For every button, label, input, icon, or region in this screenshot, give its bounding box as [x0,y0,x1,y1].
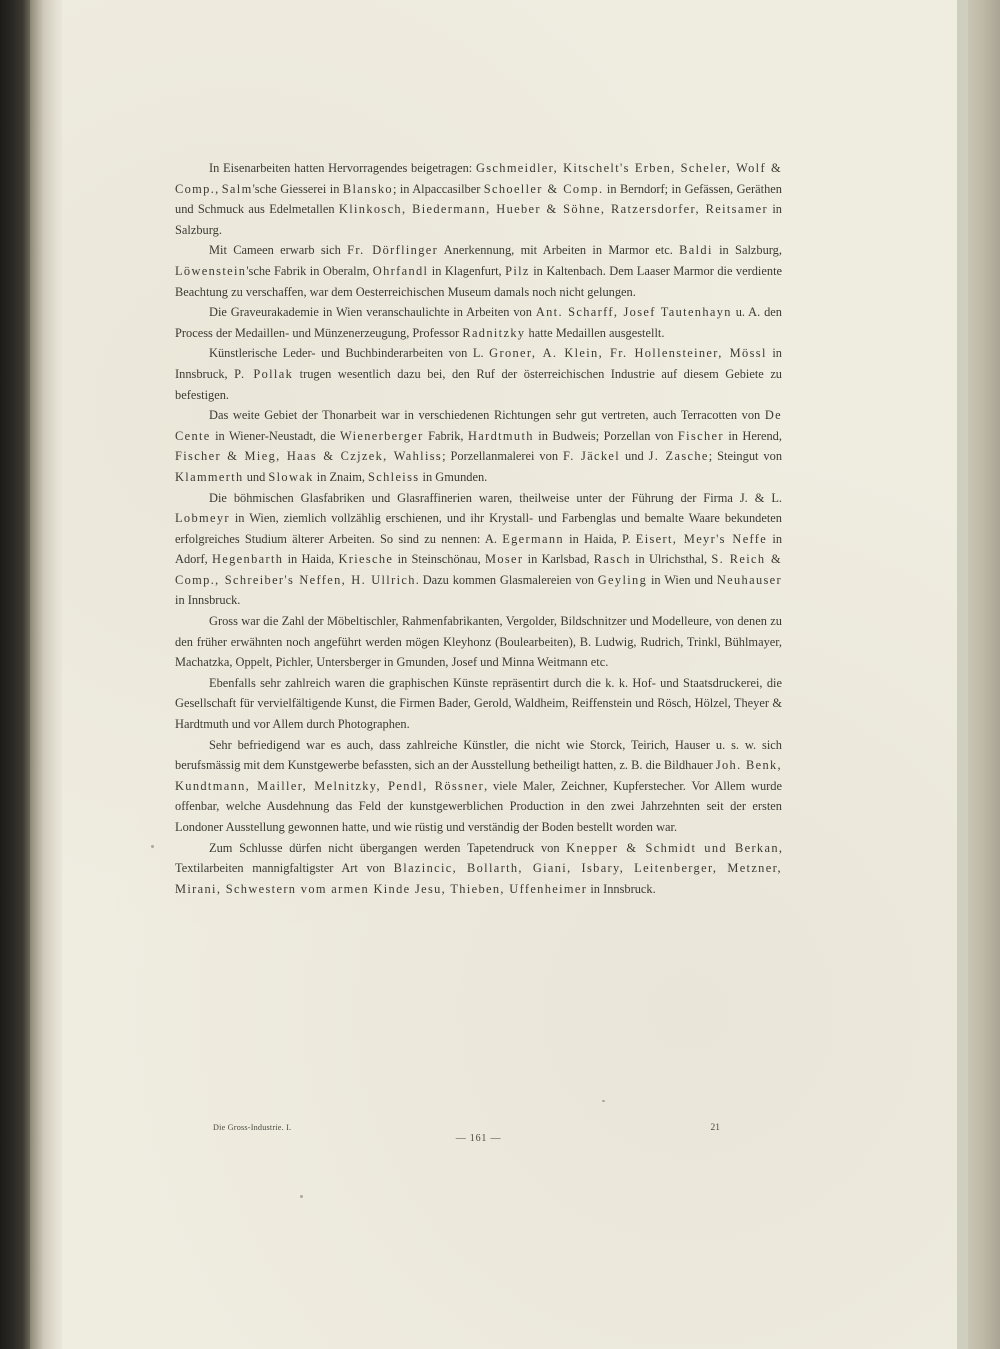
body-run: ; in Alpaccasilber [392,181,484,196]
letterspaced-name: Slowak [268,469,314,484]
body-run: Das weite Gebiet der Thonarbeit war in verschiedenen Richtungen sehr gut vertreten, auch Terracotten von [209,408,765,423]
body-run: , Textilarbeiten mannigfaltigster Art von [175,840,782,876]
body-run: , [215,181,222,196]
body-run: in Wiener-Neustadt, die [210,428,341,443]
body-run: und [243,469,269,484]
letterspaced-name: Fischer & Mieg, Haas & Czjzek, Wahliss [175,449,443,464]
body-run: in Steinschönau, [393,552,485,567]
body-run: in Znaim, [313,469,369,484]
signature-mark: 21 [710,1123,720,1133]
letterspaced-name: Geyling [597,572,648,587]
body-run: in Berndorf; in Gefässen, Geräthen und Schmuck aus Edelmetallen [175,181,782,217]
body-paragraph [175,240,782,302]
body-run: Ebenfalls sehr zahlreich waren die graphischen Künste repräsentirt durch die k. k. Hof- und Staatsdruckerei, die Gesellschaft für vervielfältigende Kunst, die Firmen Bader, Gerold, Waldheim, Reiffenstein und Rösch, Hölzel, Theyer & Hardtmuth und vor Allem durch Photographen. [175,675,782,732]
body-run: in Budweis; Porzellan von [533,428,678,443]
body-run: Anerkennung, mit Arbeiten in Marmor etc. [438,243,680,258]
letterspaced-name: J. Zasche [648,449,709,464]
letterspaced-name: Moser [484,552,524,567]
body-run: Die Graveurakademie in Wien veranschaulichte in Arbeiten von [209,305,536,320]
body-paragraph [175,611,782,673]
body-run: ; Porzellanmalerei von [442,449,563,464]
letterspaced-name: Schoeller & Comp. [483,181,604,196]
letterspaced-name: F. Jäckel [563,449,621,464]
body-run: 'sche Fabrik in Oberalm, [246,263,373,278]
body-paragraph [175,158,782,240]
letterspaced-name: Klammerth [175,469,244,484]
body-run: in Innsbruck, [175,346,782,381]
body-run: in Herend, [723,428,782,443]
body-run: in Wien und [647,572,717,587]
letterspaced-name: Radnitzky [462,325,526,340]
letterspaced-name: Joh. Benk, Kundtmann, Mailler, Melnitzky, Pendl, Rössner [175,758,782,793]
letterspaced-name: Lobmeyr [175,511,230,526]
page-body-text [175,158,782,899]
letterspaced-name: Blansko [342,181,393,196]
letterspaced-name: S. Reich & Comp., Schreiber's Neffen, H. Ullrich [175,552,783,587]
body-paragraph [175,405,782,487]
body-paragraph [175,343,782,405]
letterspaced-name: Ant. Scharff, Josef Tautenhayn [535,305,732,320]
letterspaced-name: Eisert, Meyr's Neffe [635,531,768,546]
body-run: in Klagenfurt, [428,263,506,278]
body-run: Gross war die Zahl der Möbeltischler, Rahmenfabrikanten, Vergolder, Bildschnitzer und Modelleure, von denen zu den früher erwähnten noch angeführt werden mögen Kleyhonz (Boulearbeiten), B. Ludwig, Rudrich, Trinkl, Bühlmayer, Machatzka, Oppelt, Pichler, Untersberger in Gmunden, Josef und Minna Weitmann etc. [175,614,782,670]
body-run: 'sche Giesserei in [252,181,343,196]
letterspaced-name: Hardtmuth [467,428,534,443]
body-run: Fabrik, [423,428,468,443]
body-run: Sehr befriedigend war es auch, dass zahlreiche Künstler, die nicht wie Storck, Teirich, Hauser u. s. w. sich berufsmässig mit dem Kunstgewerbe befassten, sich an der Ausstellung betheiligt hatten, z. B. die Bildhauer [175,737,782,773]
letterspaced-name: Rasch [593,552,631,567]
page-number [175,1133,782,1144]
letterspaced-name: P. Pollak [234,366,294,381]
letterspaced-name: Pilz [505,263,530,278]
body-run: in Innsbruck. [587,881,656,896]
body-paragraph [175,302,782,343]
body-run: in Adorf, [175,531,783,567]
letterspaced-name: Egermann [502,531,564,546]
letterspaced-name: Blazincic, Bollarth, Giani, Isbary, Leitenberger, Metzner, Mirani, Schwestern vom armen Kinde Jesu, Thieben, Uffenheimer [175,861,783,896]
body-run: in Karlsbad, [523,552,594,567]
letterspaced-name: Ohrfandl [372,263,429,278]
letterspaced-name: Fr. Dörflinger [347,243,439,258]
letterspaced-name: Baldi [679,243,713,258]
footer-running-title: Die Gross-Industrie. I. [213,1123,292,1132]
page-footer [175,1123,782,1153]
letterspaced-name: Wienerberger [340,428,424,443]
body-run: u. A. den Process der Medaillen- und Münzenerzeugung, Professor [175,305,782,340]
letterspaced-name: Salm [221,181,253,196]
letterspaced-name: Knepper & Schmidt und Berkan [566,840,779,855]
body-run: . Dazu kommen Glasmalereien von [415,572,598,587]
page-number-dash-left: — [455,1133,470,1144]
letterspaced-name: Groner, A. Klein, Fr. Hollensteiner, Mössl [489,346,767,361]
body-run: und [620,449,649,464]
letterspaced-name: Kriesche [338,552,394,567]
paper-speck [602,1100,605,1102]
body-run: in Innsbruck. [175,593,241,608]
body-run: in Ulrichsthal, [630,552,712,567]
paper-speck [151,845,154,848]
body-run: in Salzburg. [175,202,782,237]
scan-right-edge [968,0,1000,1349]
body-run: In Eisenarbeiten hatten Hervorragendes beigetragen: [209,161,476,175]
letterspaced-name: Fischer [677,428,724,443]
body-run: in Wien, ziemlich vollzählig erschienen, und ihr Krystall- und Farbenglas und bemalte Waare bekundeten erfolgreiches Studium älterer Arbeiten. So sind zu nennen: A. [175,511,782,546]
letterspaced-name: Neuhauser [716,572,782,587]
body-run: in Salzburg, [712,243,782,258]
body-paragraph [175,735,782,838]
scan-left-edge [0,0,30,1349]
body-run: in Gmunden. [419,469,488,484]
body-run: Die böhmischen Glasfabriken und Glasraffinerien waren, theilweise unter der Führung der Firma J. & L. [209,490,782,505]
page-number-value: 161 [469,1133,488,1144]
body-run: in Haida, [283,552,339,567]
letterspaced-name: Hegenbarth [211,552,284,567]
paper-speck [300,1195,303,1198]
body-run: Zum Schlusse dürfen nicht übergangen werden Tapetendruck von [209,840,567,855]
body-run: , viele Maler, Zeichner, Kupferstecher. Vor Allem wurde offenbar, welche Ausdehnung das Feld der kunstgewerblichen Production in den zwei Jahrzehnten seit der ersten Londoner Ausstellung gewonnen hatte, und wie rüstig und verständig der Boden bestellt worden war. [175,778,782,834]
body-run: in Kaltenbach. Dem Laaser Marmor die verdiente Beachtung zu verschaffen, war dem Oesterreichischen Museum damals noch nicht gelungen. [175,263,783,299]
body-paragraph [175,673,782,735]
body-run: hatte Medaillen ausgestellt. [525,325,665,340]
letterspaced-name: De Cente [175,408,782,443]
body-run: in Haida, P. [563,531,636,546]
letterspaced-name: Löwenstein [175,263,247,278]
body-run: Künstlerische Leder- und Buchbinderarbeiten von L. [209,346,490,361]
body-run: Mit Cameen erwarb sich [209,243,348,258]
body-paragraph [175,488,782,612]
letterspaced-name: Gschmeidler, Kitschelt's Erben, Scheler, Wolf & Comp. [175,161,782,196]
body-run: trugen wesentlich dazu bei, den Ruf der österreichischen Industrie auf diesem Gebiete zu befestigen. [175,366,783,402]
page-number-dash-right: — [487,1133,502,1144]
body-run: ; Steingut von [708,449,783,464]
letterspaced-name: Schleiss [368,469,420,484]
body-paragraph [175,838,782,900]
letterspaced-name: Klinkosch, Biedermann, Hueber & Söhne, Ratzersdorfer, Reitsamer [338,202,769,217]
